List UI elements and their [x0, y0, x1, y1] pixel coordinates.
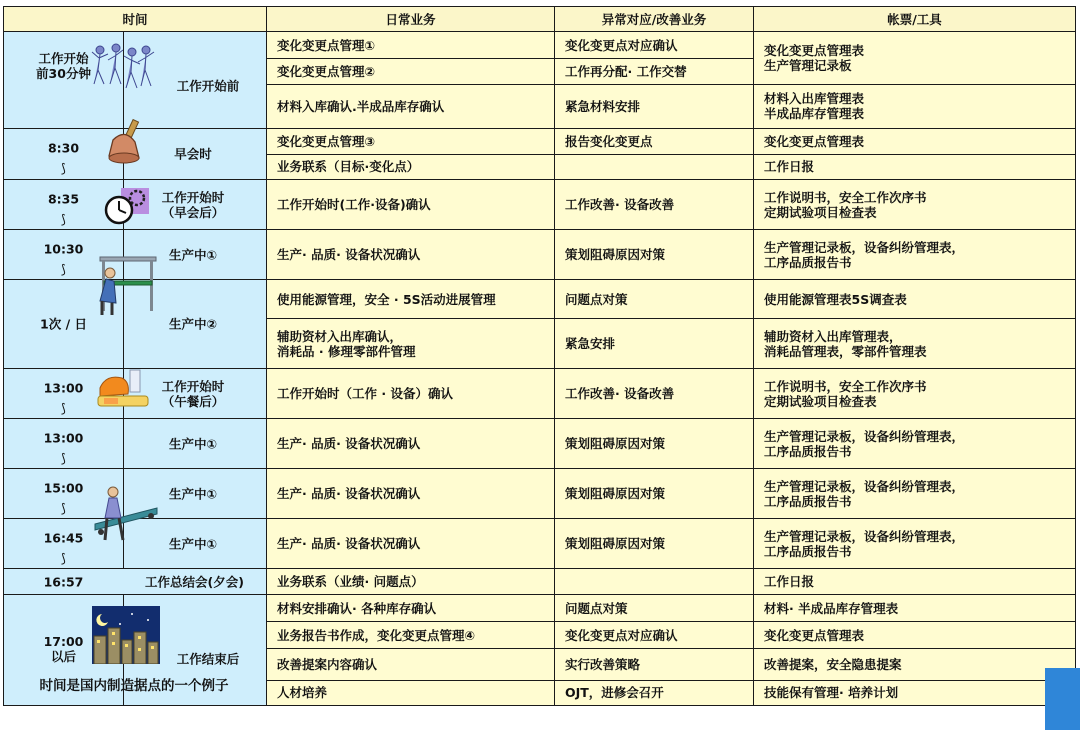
- tools-cell: 工作说明书，安全工作次序书 定期试验项目检查表: [754, 180, 1076, 230]
- daily-task-cell: 使用能源管理，安全 · 5S活动进展管理: [267, 280, 555, 319]
- slot-phase: 工作开始时 （午餐后）: [161, 378, 225, 409]
- exception-task-cell: 策划阻碍原因对策: [555, 469, 754, 519]
- table-row: [4, 230, 1076, 280]
- table-row: [4, 595, 1076, 622]
- daily-task-cell: 人材培养: [267, 680, 555, 705]
- decorative-blue-bar: [1045, 668, 1080, 730]
- schedule-body: [4, 32, 1076, 706]
- daily-task-cell: 变化变更点管理②: [267, 59, 555, 84]
- exception-task-cell: 策划阻碍原因对策: [555, 419, 754, 469]
- exception-task-cell: 工作改善· 设备改善: [555, 180, 754, 230]
- range-tilde-icon: ⟆: [61, 211, 66, 226]
- tools-cell: 变化变更点管理表 生产管理记录板: [754, 32, 1076, 85]
- table-row: [4, 180, 1076, 230]
- tools-cell: 生产管理记录板，设备纠纷管理表， 工序品质报告书: [754, 469, 1076, 519]
- lunch-box-icon: [96, 368, 152, 412]
- slot-phase: 生产中①: [168, 247, 218, 262]
- table-row: [4, 369, 1076, 419]
- tools-cell: 工作日报: [754, 569, 1076, 595]
- tools-cell: 变化变更点管理表: [754, 129, 1076, 155]
- exception-task-cell: 紧急材料安排: [555, 84, 754, 128]
- table-row: [4, 129, 1076, 155]
- workbench-worker-icon: [96, 245, 158, 317]
- exception-task-cell: 工作再分配· 工作交替: [555, 59, 754, 84]
- exception-task-cell: 变化变更点对应确认: [555, 622, 754, 649]
- daily-task-cell: 生产· 品质· 设备状况确认: [267, 519, 555, 569]
- header-row: [4, 7, 1076, 32]
- schedule-table: [3, 6, 1076, 706]
- tools-cell: 变化变更点管理表: [754, 622, 1076, 649]
- header-daily: 日常业务: [267, 7, 555, 32]
- daily-task-cell: 变化变更点管理①: [267, 32, 555, 59]
- slot-time: 16:57: [43, 574, 84, 589]
- header-tools: 帐票/工具: [754, 7, 1076, 32]
- header-exception: 异常对应/改善业务: [555, 7, 754, 32]
- daily-task-cell: 生产· 品质· 设备状况确认: [267, 230, 555, 280]
- exception-task-cell: 紧急安排: [555, 319, 754, 369]
- daily-task-cell: 变化变更点管理③: [267, 129, 555, 155]
- exception-task-cell: [555, 569, 754, 595]
- exception-task-cell: OJT，进修会召开: [555, 680, 754, 705]
- exception-task-cell: 变化变更点对应确认: [555, 32, 754, 59]
- exception-task-cell: 问题点对策: [555, 595, 754, 622]
- slot-phase: 生产中②: [168, 316, 218, 332]
- clock-gears-icon: [103, 186, 153, 230]
- table-row: [4, 569, 1076, 595]
- tools-cell: 使用能源管理表5S调查表: [754, 280, 1076, 319]
- slot-time: 17:00 以后: [43, 634, 84, 664]
- exception-task-cell: [555, 154, 754, 180]
- slot-time: 工作开始 前30分钟: [36, 51, 91, 81]
- range-tilde-icon: ⟆: [61, 400, 66, 415]
- range-tilde-icon: ⟆: [61, 261, 66, 276]
- slot-time: 1次 / 日: [40, 316, 87, 332]
- slot-phase: 生产中①: [168, 536, 218, 551]
- header-time: 时间: [4, 7, 267, 32]
- daily-task-cell: 工作开始时（工作 · 设备）确认: [267, 369, 555, 419]
- exception-task-cell: 策划阻碍原因对策: [555, 519, 754, 569]
- slot-phase: 生产中①: [168, 436, 218, 451]
- exception-task-cell: 策划阻碍原因对策: [555, 230, 754, 280]
- slot-phase: 工作开始前: [176, 78, 240, 94]
- table-row: [4, 419, 1076, 469]
- daily-task-cell: 材料入库确认.半成品库存确认: [267, 84, 555, 128]
- slot-phase: 工作结束后: [176, 651, 240, 667]
- conveyor-worker-icon: [93, 484, 159, 544]
- exception-task-cell: 问题点对策: [555, 280, 754, 319]
- daily-task-cell: 生产· 品质· 设备状况确认: [267, 469, 555, 519]
- slot-phase: 工作开始时 （早会后）: [161, 189, 225, 220]
- exception-task-cell: 实行改善策略: [555, 649, 754, 680]
- tools-cell: 材料入出库管理表 半成品库存管理表: [754, 84, 1076, 128]
- daily-task-cell: 工作开始时(工作·设备)确认: [267, 180, 555, 230]
- range-tilde-icon: ⟆: [61, 450, 66, 465]
- table-row: [4, 469, 1076, 519]
- table-row: [4, 32, 1076, 59]
- tools-cell: 生产管理记录板，设备纠纷管理表， 工序品质报告书: [754, 419, 1076, 469]
- exception-task-cell: 工作改善· 设备改善: [555, 369, 754, 419]
- tools-cell: 生产管理记录板，设备纠纷管理表， 工序品质报告书: [754, 230, 1076, 280]
- tools-cell: 技能保有管理· 培养计划: [754, 680, 1076, 705]
- exception-task-cell: 报告变化变更点: [555, 129, 754, 155]
- slot-phase: 工作总结会(夕会): [145, 574, 244, 589]
- hand-bell-icon: [105, 118, 149, 168]
- night-city-icon: [92, 606, 160, 664]
- time-slot-cell: [4, 419, 267, 469]
- tools-cell: 改善提案，安全隐患提案: [754, 649, 1076, 680]
- daily-task-cell: 业务报告书作成，变化变更点管理④: [267, 622, 555, 649]
- tools-cell: 工作日报: [754, 154, 1076, 180]
- slot-phase: 早会时: [174, 146, 212, 162]
- tools-cell: 生产管理记录板，设备纠纷管理表， 工序品质报告书: [754, 519, 1076, 569]
- daily-task-cell: 业务联系（目标·变化点）: [267, 154, 555, 180]
- table-row: [4, 280, 1076, 319]
- daily-task-cell: 改善提案内容确认: [267, 649, 555, 680]
- daily-task-cell: 辅助资材入出库确认， 消耗品 · 修理零部件管理: [267, 319, 555, 369]
- tools-cell: 辅助资材入出库管理表， 消耗品管理表，零部件管理表: [754, 319, 1076, 369]
- tools-cell: 材料· 半成品库存管理表: [754, 595, 1076, 622]
- footnote: 时间是国内制造据点的一个例子: [39, 678, 229, 694]
- slot-time: 15:00: [43, 480, 84, 495]
- slot-time: 13:00: [43, 380, 84, 395]
- daily-task-cell: 业务联系（业绩· 问题点）: [267, 569, 555, 595]
- slot-time: 16:45: [43, 530, 84, 545]
- range-tilde-icon: ⟆: [61, 160, 66, 176]
- table-row: [4, 519, 1076, 569]
- range-tilde-icon: ⟆: [61, 500, 66, 515]
- slot-time: 8:35: [47, 191, 80, 206]
- range-tilde-icon: ⟆: [61, 550, 66, 565]
- tools-cell: 工作说明书，安全工作次序书 定期试验项目检查表: [754, 369, 1076, 419]
- time-slot-cell: [4, 569, 267, 595]
- slot-time: 13:00: [43, 430, 84, 445]
- daily-task-cell: 生产· 品质· 设备状况确认: [267, 419, 555, 469]
- slot-time: 10:30: [43, 241, 84, 256]
- slot-phase: 生产中①: [168, 486, 218, 501]
- slot-time: 8:30: [47, 140, 80, 156]
- daily-task-cell: 材料安排确认· 各种库存确认: [267, 595, 555, 622]
- dancing-workers-icon: [90, 40, 156, 96]
